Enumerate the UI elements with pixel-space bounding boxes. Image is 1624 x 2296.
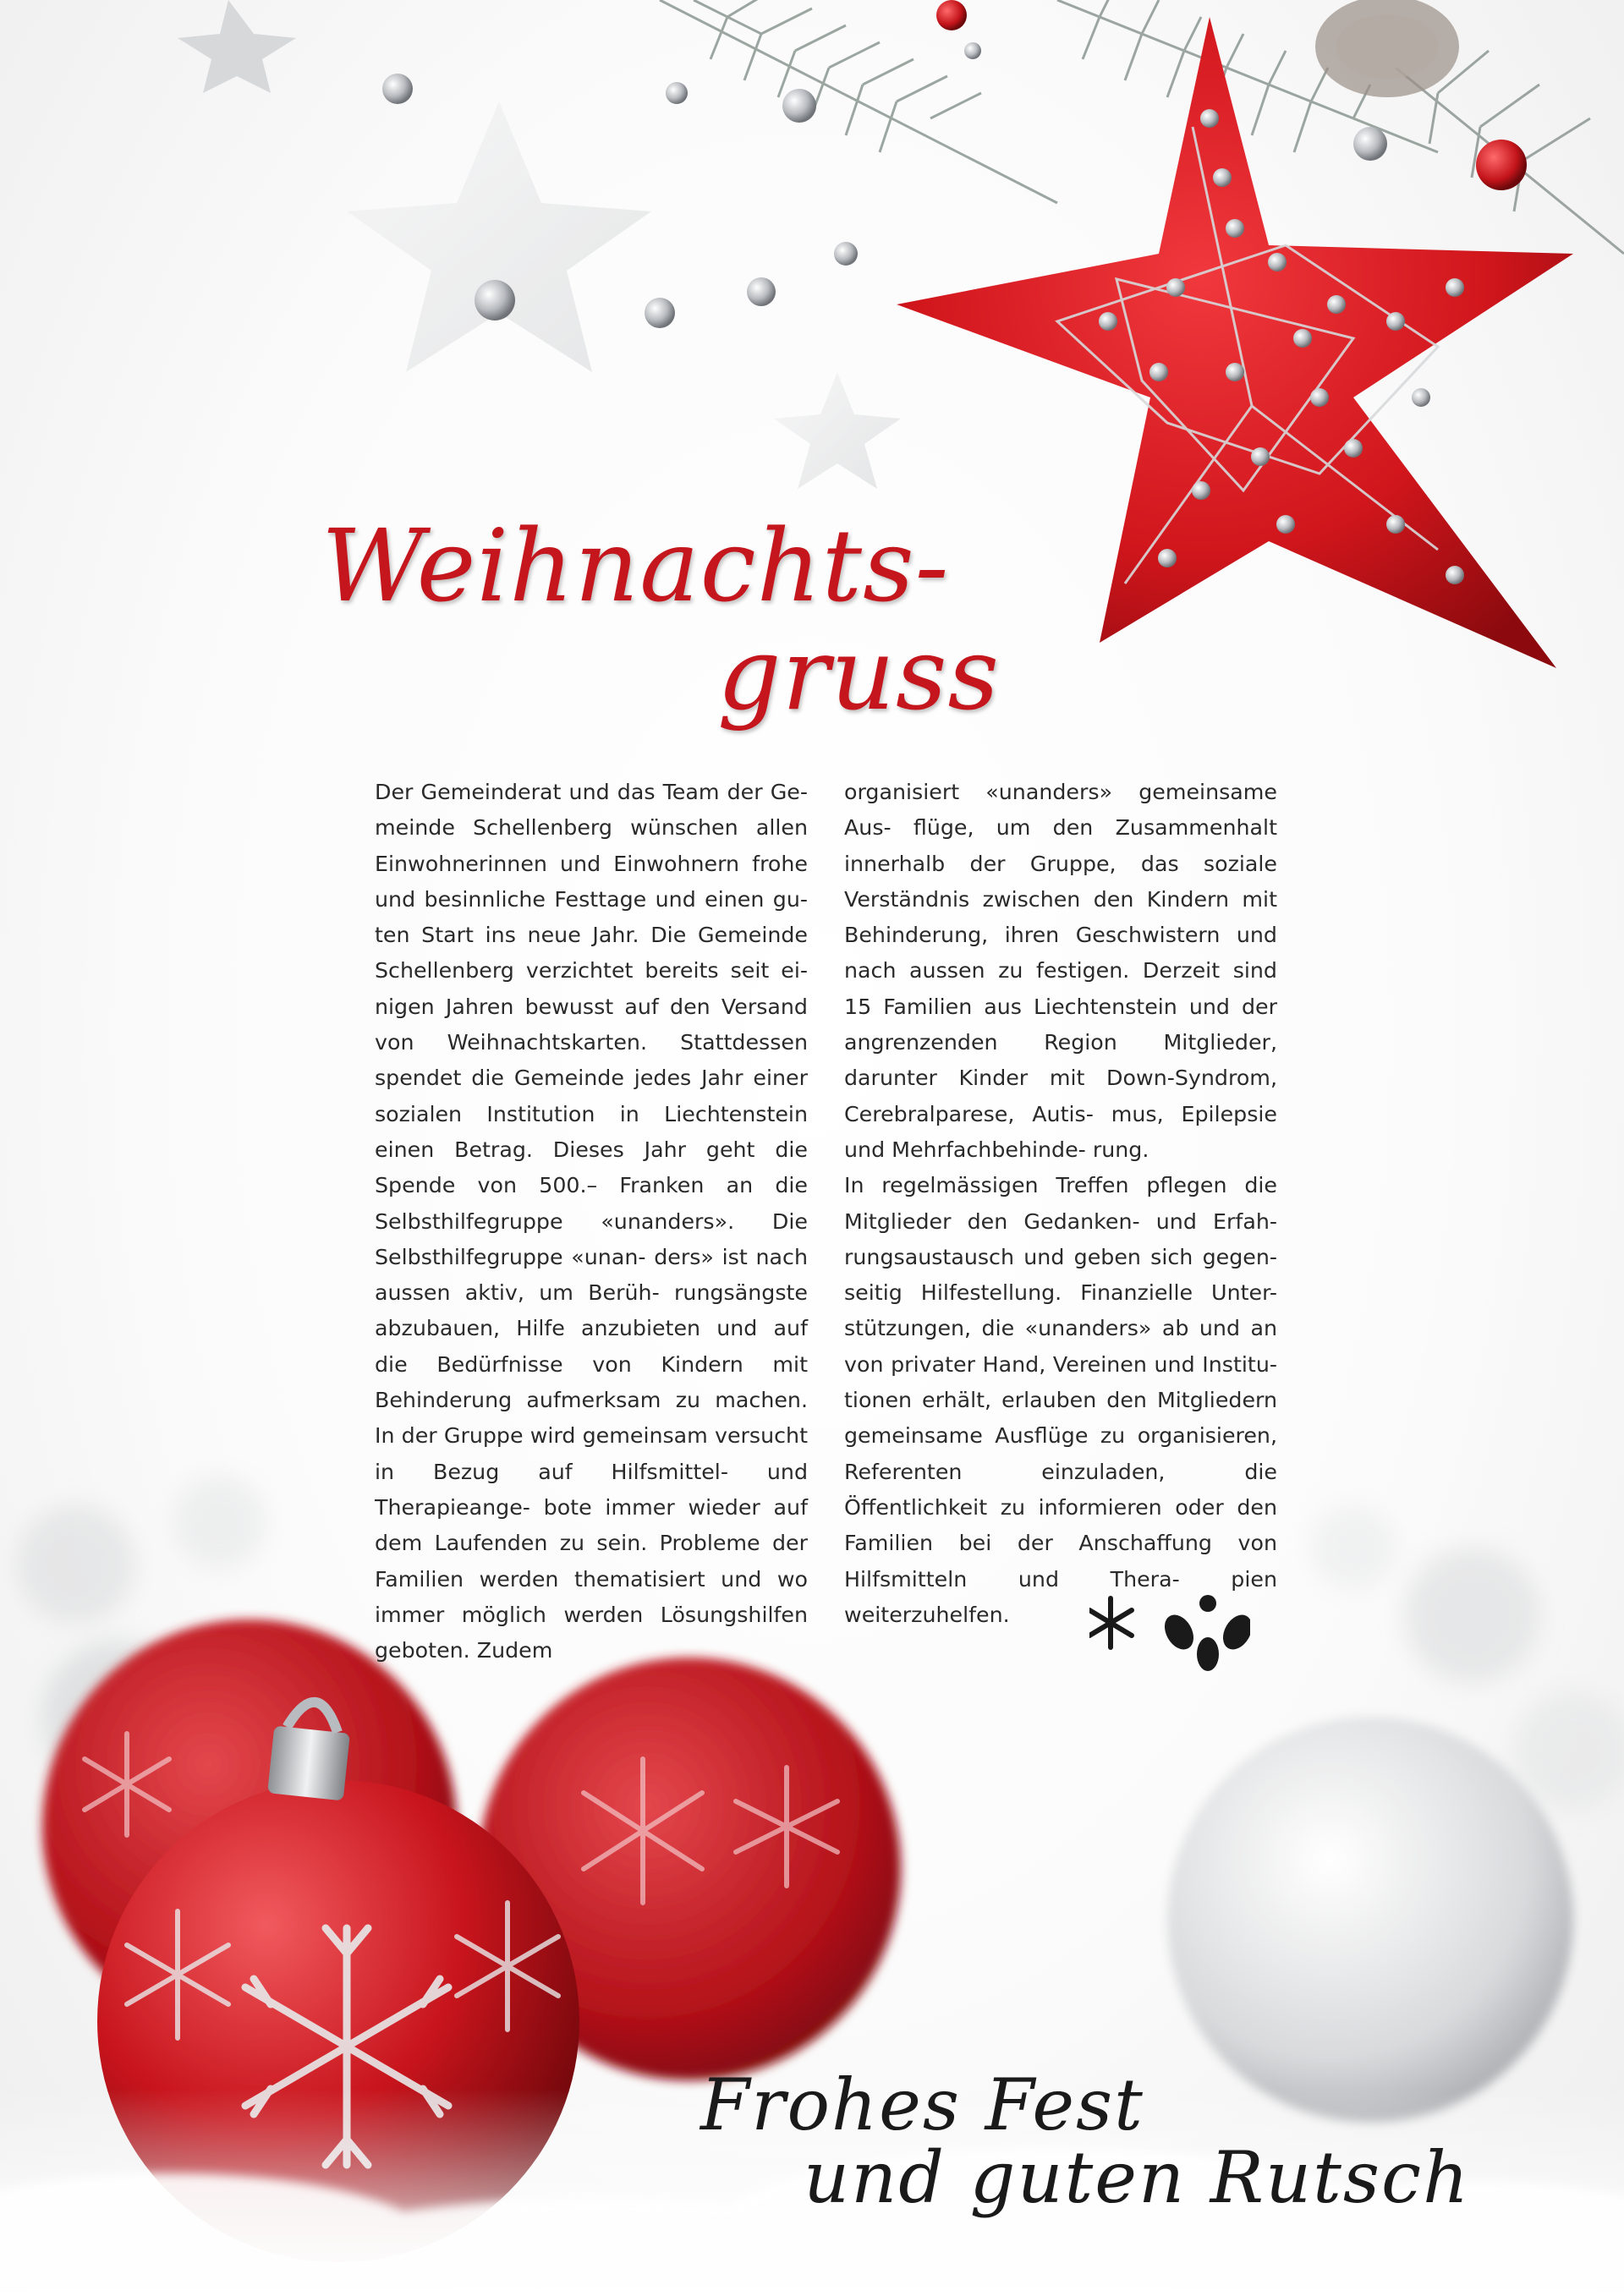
text-column-left [375,775,808,1669]
red-star-ornament-icon [897,17,1573,668]
paragraph: Der Gemeinderat und das Team der Ge- meinde Schellenberg wünschen allen Einwohnerinnen und Einwohnern frohe und besinnliche Festtage und einen gu- ten Start ins neue Jahr. Die Gemeinde Schellenberg verzichtet bereits seit ei- nigen Jahren bewusst auf den Versand von Weihnachtskarten. Stattdessen spendet die Gemeinde jedes Jahr einer sozialen Institution in Liechtenstein einen Betrag. Dieses Jahr geht die Spende von 500.– Franken an die Selbsthilfegruppe «unanders». Die Selbsthilfegruppe «unan- ders» ist nach aussen aktiv, um Berüh- rungsängste abzubauen, Hilfe anzubieten und auf die Bedürfnisse von Kindern mit Behinderung aufmerksam zu machen. In der Gruppe wird gemeinsam versucht in Bezug auf Hilfsmittel- und Therapieange- bote immer wieder auf dem Laufenden zu sein. Probleme der Familien werden thematisiert und wo immer möglich werden Lösungshilfen geboten. Zudem [375,780,808,1663]
glass-star-icon [347,101,651,372]
paragraph: organisiert «unanders» gemeinsame Aus- flüge, um den Zusammenhalt innerhalb der Gruppe, das soziale Verständnis zwischen den Kindern mit Behinderung, ihren Geschwistern und nach aussen zu festigen. Derzeit sind 15 Familien aus Liechtenstein und der angrenzenden Region Mitglieder, darunter Kinder mit Down-Syndrom, Cerebralparese, Autis- mus, Epilepsie und Mehrfachbehinde- rung. [844,780,1277,1162]
greeting-line-1: Frohes Fest [700,2063,1144,2146]
glass-star-icon [774,372,901,489]
silver-star-icon [178,0,296,93]
title-line-2: gruss [717,616,1001,732]
greeting-line-2: und guten Rutsch [804,2136,1471,2219]
paragraph: In regelmässigen Treffen pflegen die Mitglieder den Gedanken- und Erfah- rungsaustausch und geben sich gegen- seitig Hilfestellung. Finanzielle Unter- stützungen, die «unanders» ab und an von privater Hand, Vereinen und Institu- tionen erhält, erlauben den Mitgliedern gemeinsame Ausflüge zu organisieren, Referenten einzuladen, die Öffentlichkeit zu informieren oder den Familien bei der Anschaffung von Hilfsmitteln und Thera- pien weiterzuhelfen. [844,1173,1277,1627]
fir-branch-icon [660,0,1624,254]
page-title [321,507,1001,736]
gemeinde-logo-icon [1089,1588,1250,1673]
title-line-1: Weihnachts- [321,507,950,624]
footer-greeting [694,2063,1590,2249]
text-column-right [844,775,1277,1633]
